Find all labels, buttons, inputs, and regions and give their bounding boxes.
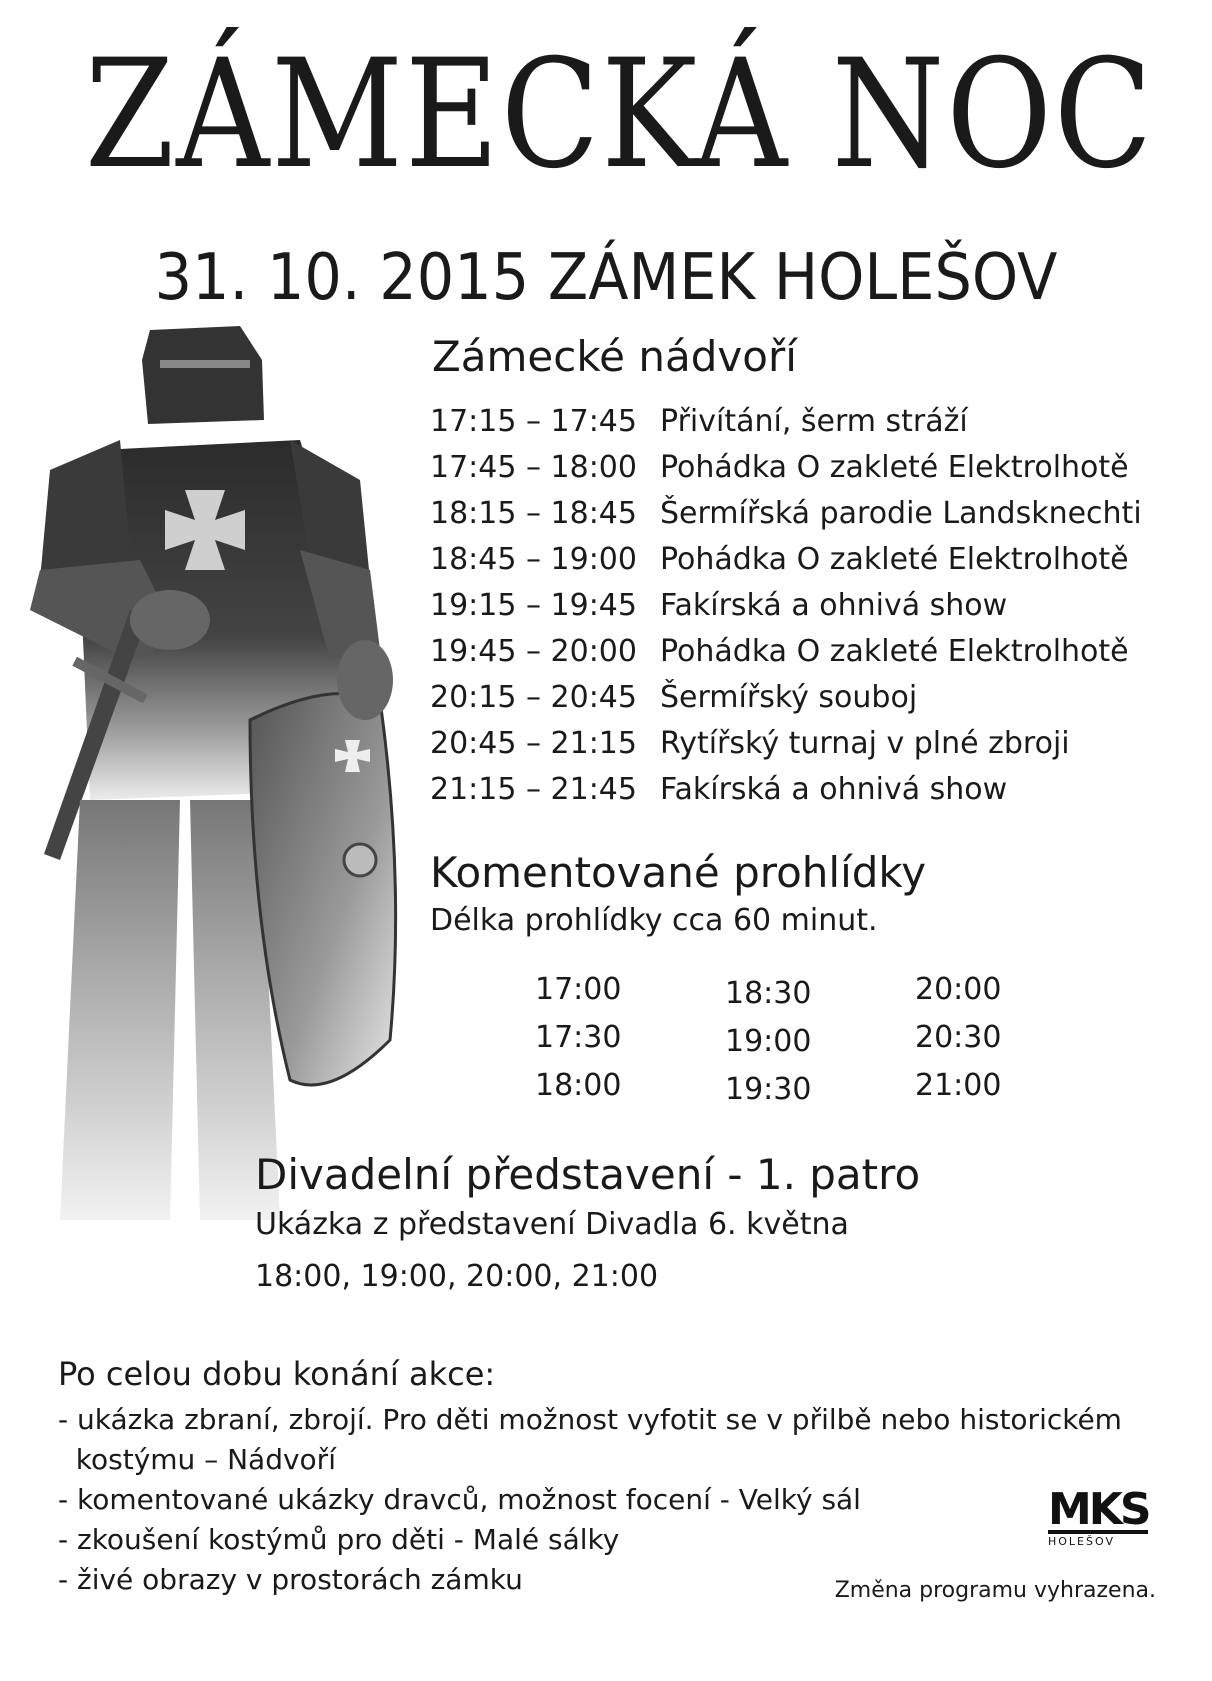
helmet xyxy=(142,326,264,424)
schedule-event: Šermířská parodie Landsknechti xyxy=(660,495,1142,531)
schedule-event: Šermířský souboj xyxy=(660,679,918,715)
shield xyxy=(250,693,396,1085)
schedule-row xyxy=(430,536,1190,582)
schedule-row xyxy=(430,444,1190,490)
schedule-event: Pohádka O zakleté Elektrolhotě xyxy=(660,449,1129,485)
tour-time: 17:30 xyxy=(535,1020,622,1055)
mks-logo xyxy=(1048,1484,1149,1548)
program-change-notice: Změna programu vyhrazena. xyxy=(834,1578,1156,1603)
schedule-row xyxy=(430,674,1190,720)
schedule-event: Pohádka O zakleté Elektrolhotě xyxy=(660,633,1129,669)
tour-column xyxy=(915,966,1105,1114)
schedule-row xyxy=(430,628,1190,674)
all-event-heading: Po celou dobu konání akce: xyxy=(58,1355,496,1393)
event-date-venue: 31. 10. 2015 ZÁMEK HOLEŠOV xyxy=(154,241,1058,315)
schedule-event: Fakírská a ohnivá show xyxy=(660,771,1008,807)
tour-time: 21:00 xyxy=(915,1068,1002,1103)
schedule-time: 17:45 – 18:00 xyxy=(430,449,637,485)
logo-text: MKS xyxy=(1048,1484,1149,1535)
schedule-time: 17:15 – 17:45 xyxy=(430,403,637,439)
tour-time: 18:00 xyxy=(535,1068,622,1103)
tour-time: 18:30 xyxy=(725,976,812,1011)
courtyard-heading: Zámecké nádvoří xyxy=(432,332,797,381)
activity-item: - ukázka zbraní, zbrojí. Pro děti možnost vyfotit se v přilbě nebo historickém xyxy=(58,1403,1122,1436)
tour-time: 20:00 xyxy=(915,972,1002,1007)
theatre-description: Ukázka z představení Divadla 6. května xyxy=(255,1207,849,1242)
theatre-heading: Divadelní představení - 1. patro xyxy=(255,1150,921,1199)
poster-title: ZÁMECKÁ NOC xyxy=(84,28,1155,202)
schedule-row xyxy=(430,720,1190,766)
schedule-row xyxy=(430,766,1190,812)
logo-subtext: HOLEŠOV xyxy=(1048,1530,1148,1548)
theatre-times: 18:00, 19:00, 20:00, 21:00 xyxy=(255,1259,659,1294)
tours-duration: Délka prohlídky cca 60 minut. xyxy=(430,903,878,938)
schedule-time: 19:45 – 20:00 xyxy=(430,633,637,669)
schedule-time: 19:15 – 19:45 xyxy=(430,587,637,623)
schedule-row xyxy=(430,582,1190,628)
activity-item: - komentované ukázky dravců, možnost focení - Velký sál xyxy=(58,1483,861,1516)
schedule-time: 20:45 – 21:15 xyxy=(430,725,637,761)
schedule-row xyxy=(430,490,1190,536)
schedule-event: Pohádka O zakleté Elektrolhotě xyxy=(660,541,1129,577)
all-event-activities xyxy=(58,1355,1178,1600)
tours-times xyxy=(535,966,1105,1114)
tour-time: 19:30 xyxy=(725,1072,812,1107)
activity-item: - živé obrazy v prostorách zámku xyxy=(58,1563,523,1596)
tour-time: 19:00 xyxy=(725,1024,812,1059)
courtyard-schedule xyxy=(430,398,1190,812)
schedule-time: 20:15 – 20:45 xyxy=(430,679,637,715)
activity-item: kostýmu – Nádvoří xyxy=(58,1443,336,1476)
schedule-event: Rytířský turnaj v plné zbroji xyxy=(660,725,1070,761)
schedule-row xyxy=(430,398,1190,444)
schedule-time: 21:15 – 21:45 xyxy=(430,771,637,807)
tour-time: 20:30 xyxy=(915,1020,1002,1055)
schedule-time: 18:45 – 19:00 xyxy=(430,541,637,577)
tours-heading: Komentované prohlídky xyxy=(430,848,927,897)
schedule-time: 18:15 – 18:45 xyxy=(430,495,637,531)
schedule-event: Přivítání, šerm stráží xyxy=(660,403,968,439)
activity-item: - zkoušení kostýmů pro děti - Malé sálky xyxy=(58,1523,620,1556)
tour-column xyxy=(535,966,725,1114)
tour-time: 17:00 xyxy=(535,972,622,1007)
tour-column xyxy=(725,966,915,1114)
schedule-event: Fakírská a ohnivá show xyxy=(660,587,1008,623)
